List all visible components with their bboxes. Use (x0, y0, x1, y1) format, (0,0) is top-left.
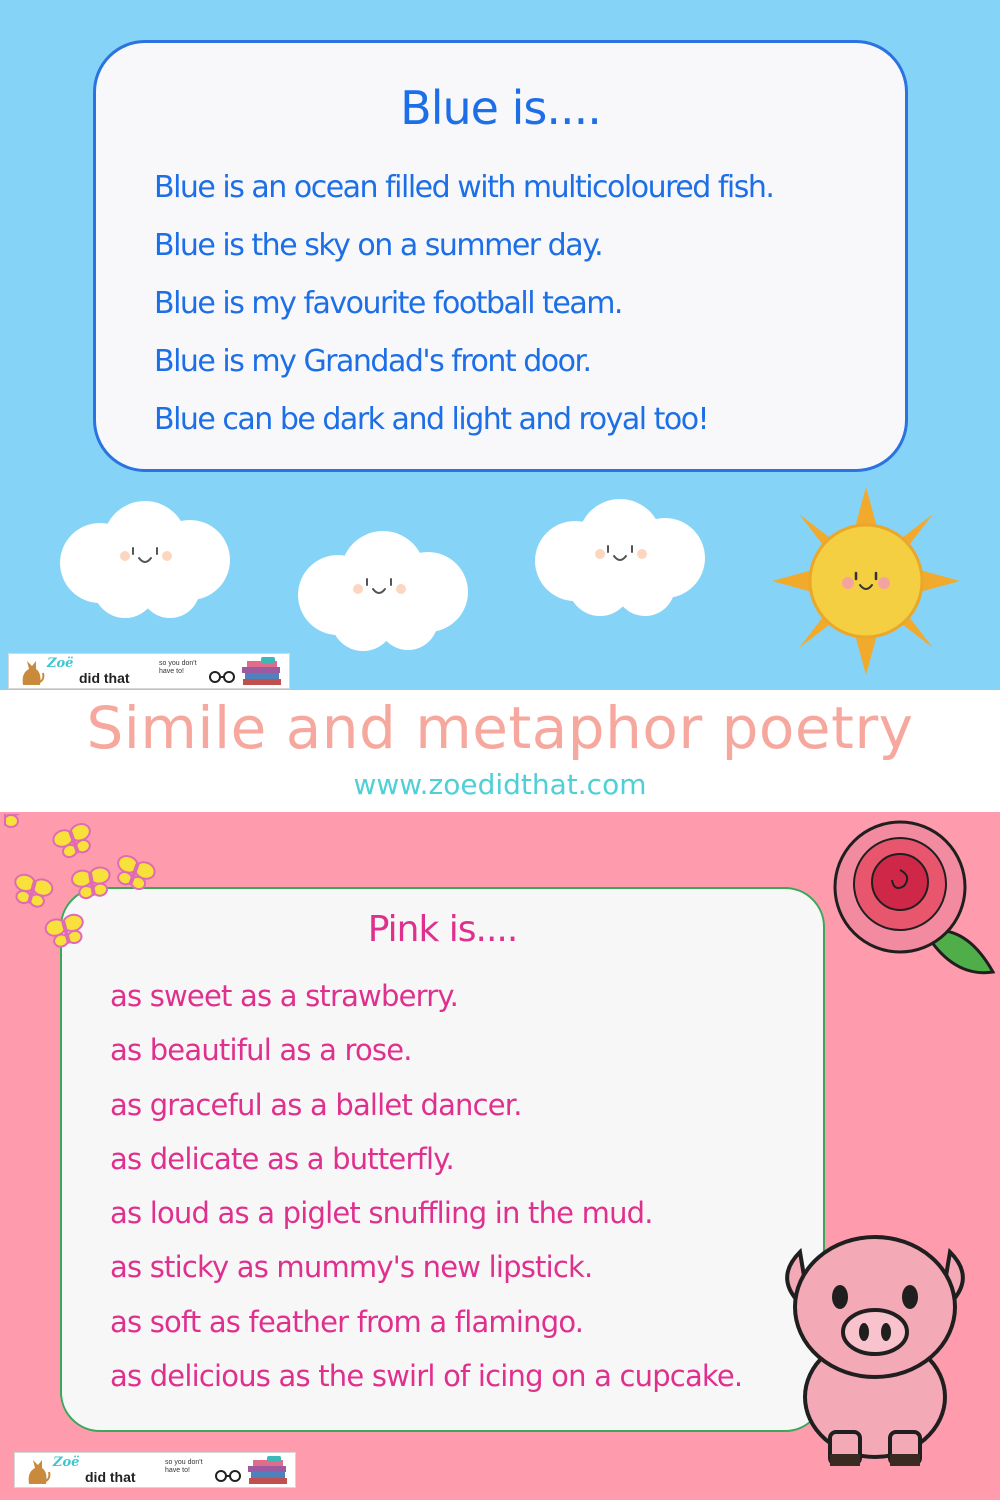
logo-tagline: so you don't have to! (165, 1459, 203, 1474)
pink-poem-card (60, 887, 825, 1432)
poem-line: as soft as feather from a flamingo. (110, 1304, 584, 1339)
poem-line: Blue is my Grandad's front door. (154, 344, 591, 379)
brand-logo (14, 1452, 296, 1488)
cloud-icon (530, 496, 710, 618)
poem-line: Blue is the sky on a summer day. (154, 228, 603, 263)
blue-poem-card (93, 40, 908, 472)
blue-poem-title: Blue is.... (400, 81, 601, 135)
title-banner (0, 690, 1000, 812)
blue-section (0, 0, 1000, 690)
poem-line: as sticky as mummy's new lipstick. (110, 1250, 593, 1285)
cat-icon (17, 657, 45, 687)
rose-icon (815, 812, 1000, 992)
pink-poem-lines (110, 969, 742, 1403)
logo-name: Zoë (53, 1455, 80, 1470)
brand-logo (8, 653, 290, 689)
page-title: Simile and metaphor poetry (86, 694, 914, 762)
poem-line: Blue can be dark and light and royal too! (154, 402, 709, 437)
poem-line: Blue is my favourite football team. (154, 286, 622, 321)
cloud-icon (55, 498, 235, 620)
pig-icon (760, 1222, 990, 1472)
pink-section (0, 812, 1000, 1500)
poem-line: as delicate as a butterfly. (110, 1141, 454, 1176)
books-icon (245, 1456, 291, 1486)
logo-subtitle: did that (85, 1469, 136, 1485)
poem-line: as loud as a piglet snuffling in the mud. (110, 1196, 653, 1231)
logo-tagline: so you don't have to! (159, 660, 197, 675)
poem-line: as beautiful as a rose. (110, 1033, 412, 1068)
cloud-icon (293, 527, 473, 652)
cat-icon (23, 1456, 51, 1486)
logo-name: Zoë (47, 656, 74, 671)
website-url: www.zoedidthat.com (353, 768, 647, 801)
blue-poem-lines (154, 159, 773, 449)
poem-line: Blue is an ocean filled with multicoloured fish. (154, 170, 774, 205)
glasses-icon (213, 1469, 243, 1483)
butterfly-icon (4, 814, 164, 964)
glasses-icon (207, 670, 237, 684)
poem-line: as sweet as a strawberry. (110, 979, 459, 1013)
sun-icon (768, 483, 964, 679)
pink-poem-title: Pink is.... (367, 909, 518, 950)
poem-line: as graceful as a ballet dancer. (110, 1087, 522, 1122)
poem-line: as delicious as the swirl of icing on a cupcake. (110, 1359, 743, 1394)
books-icon (239, 657, 285, 687)
logo-subtitle: did that (79, 670, 130, 686)
